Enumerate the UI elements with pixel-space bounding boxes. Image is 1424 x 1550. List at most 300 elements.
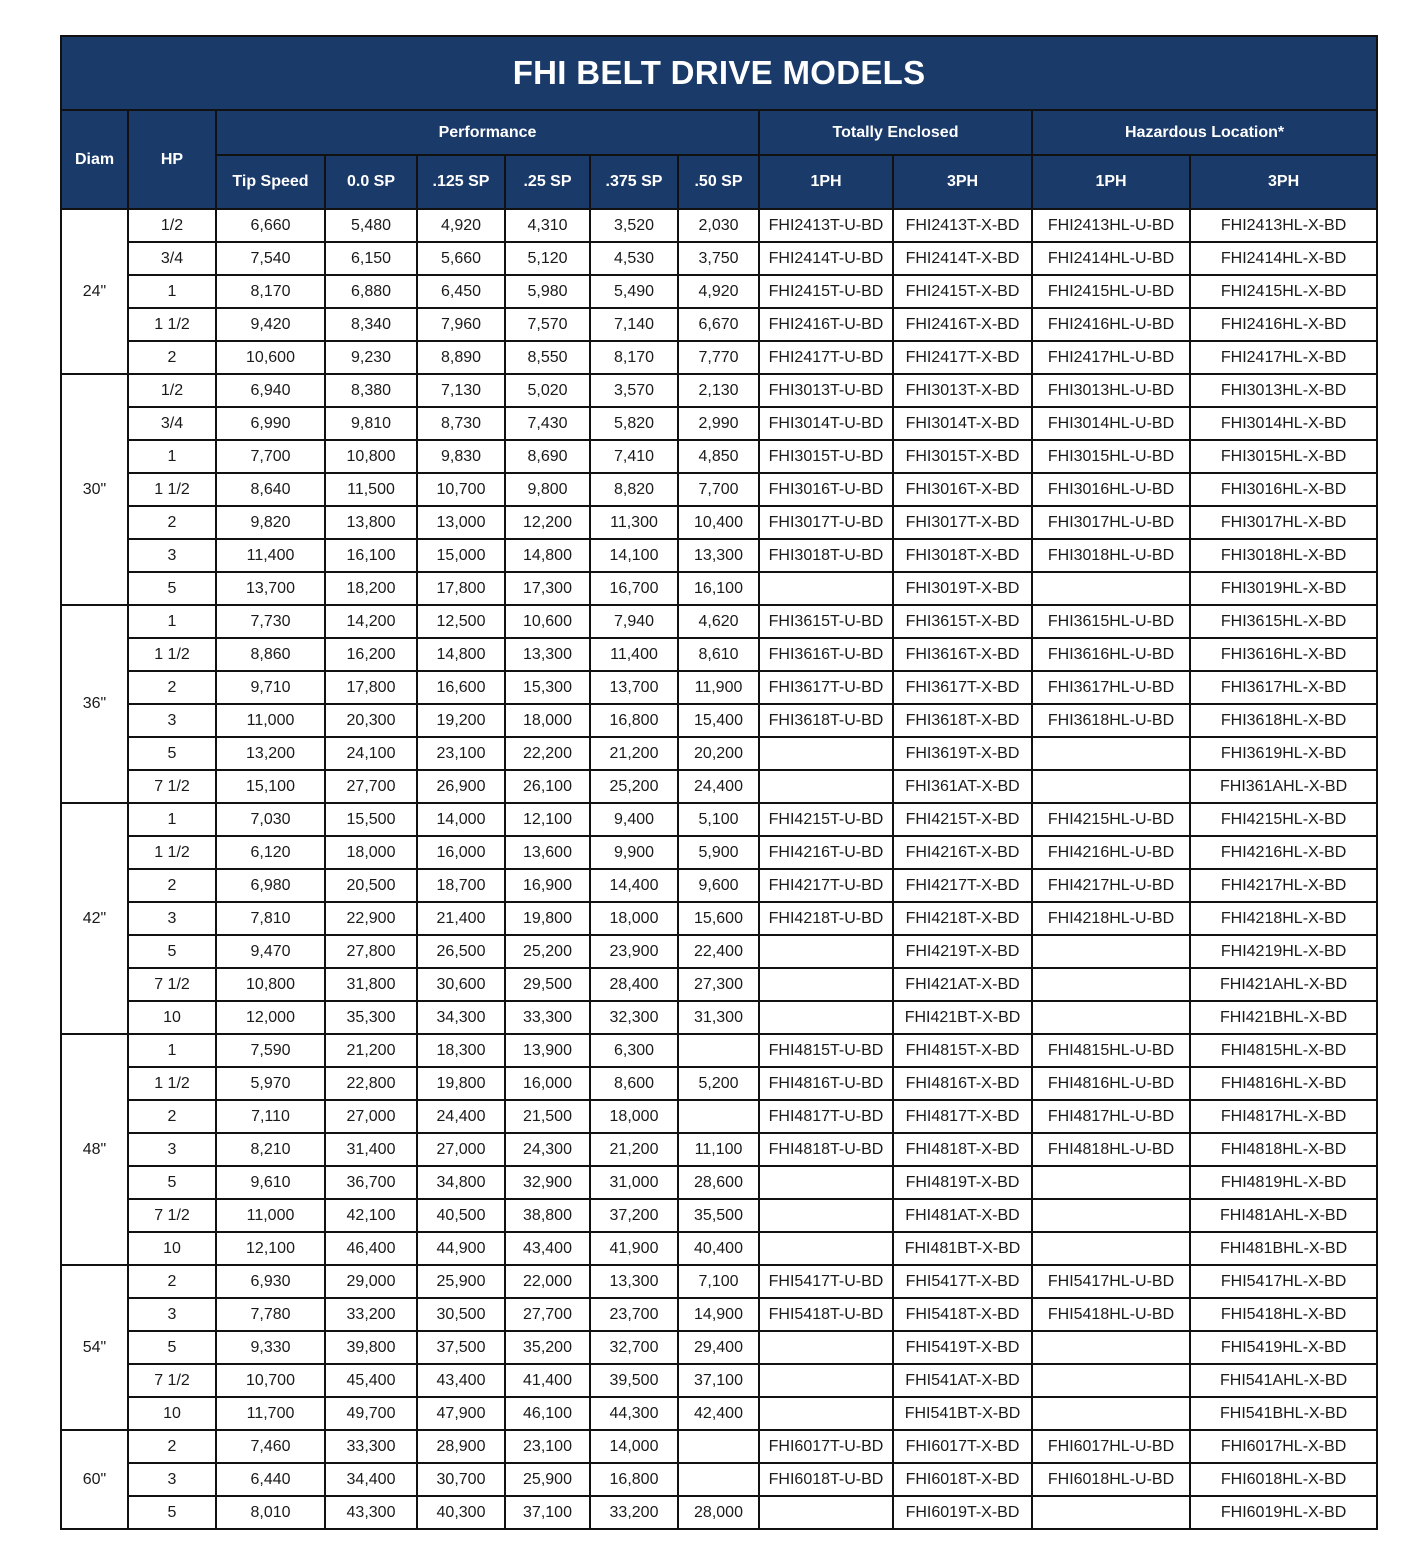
sp-375-cell: 13,300: [590, 1265, 678, 1298]
sp-375-cell: 33,200: [590, 1496, 678, 1529]
hz-1ph-model-cell: [1032, 1199, 1190, 1232]
sp-125-cell: 25,900: [417, 1265, 505, 1298]
sp-50-cell: [678, 1430, 759, 1463]
hp-cell: 3: [128, 1133, 216, 1166]
hz-3ph-model-cell: FHI2416HL-X-BD: [1190, 308, 1377, 341]
te-1ph-model-cell: FHI5418T-U-BD: [759, 1298, 893, 1331]
hp-cell: 1 1/2: [128, 308, 216, 341]
te-3ph-model-cell: FHI3016T-X-BD: [893, 473, 1032, 506]
sp-125-cell: 26,500: [417, 935, 505, 968]
hz-1ph-model-cell: FHI5418HL-U-BD: [1032, 1298, 1190, 1331]
hz-1ph-model-cell: FHI5417HL-U-BD: [1032, 1265, 1190, 1298]
sp-0-cell: 8,340: [325, 308, 417, 341]
diam-cell: 60": [61, 1430, 128, 1529]
te-1ph-model-cell: FHI6017T-U-BD: [759, 1430, 893, 1463]
te-3ph-model-cell: FHI361AT-X-BD: [893, 770, 1032, 803]
hp-cell: 7 1/2: [128, 770, 216, 803]
sp-0-cell: 16,200: [325, 638, 417, 671]
sp-125-cell: 19,200: [417, 704, 505, 737]
table-row: [61, 935, 1377, 968]
te-1ph-model-cell: FHI3617T-U-BD: [759, 671, 893, 704]
te-3ph-model-cell: FHI3619T-X-BD: [893, 737, 1032, 770]
hz-3ph-model-cell: FHI3619HL-X-BD: [1190, 737, 1377, 770]
table-row: [61, 209, 1377, 242]
table-row: [61, 275, 1377, 308]
sp-25-cell: 33,300: [505, 1001, 590, 1034]
sp-375-cell: 11,400: [590, 638, 678, 671]
sp-50-cell: 9,600: [678, 869, 759, 902]
sp-0-cell: 29,000: [325, 1265, 417, 1298]
sp-0-cell: 39,800: [325, 1331, 417, 1364]
tip-speed-cell: 11,000: [216, 1199, 325, 1232]
diam-cell: 24": [61, 209, 128, 374]
hp-cell: 2: [128, 1100, 216, 1133]
sp-25-cell: 21,500: [505, 1100, 590, 1133]
sp-375-cell: 16,700: [590, 572, 678, 605]
te-1ph-model-cell: [759, 572, 893, 605]
table-row: [61, 341, 1377, 374]
sp-50-cell: 22,400: [678, 935, 759, 968]
sp-125-cell: 43,400: [417, 1364, 505, 1397]
sp-0-cell: 27,000: [325, 1100, 417, 1133]
sp-375-cell: 16,800: [590, 704, 678, 737]
sp-125-cell: 24,400: [417, 1100, 505, 1133]
tip-speed-cell: 6,940: [216, 374, 325, 407]
hp-cell: 1 1/2: [128, 473, 216, 506]
tip-speed-cell: 12,100: [216, 1232, 325, 1265]
hz-1ph-model-cell: FHI3014HL-U-BD: [1032, 407, 1190, 440]
hz-3ph-model-cell: FHI4818HL-X-BD: [1190, 1133, 1377, 1166]
table-row: [61, 440, 1377, 473]
sp-125-cell: 7,130: [417, 374, 505, 407]
sp-25-cell: 13,300: [505, 638, 590, 671]
header-tip-speed: Tip Speed: [216, 155, 325, 209]
sp-50-cell: 27,300: [678, 968, 759, 1001]
sp-375-cell: 13,700: [590, 671, 678, 704]
tip-speed-cell: 8,640: [216, 473, 325, 506]
hz-1ph-model-cell: [1032, 1331, 1190, 1364]
sp-375-cell: 18,000: [590, 1100, 678, 1133]
hz-3ph-model-cell: FHI3615HL-X-BD: [1190, 605, 1377, 638]
sp-50-cell: 24,400: [678, 770, 759, 803]
sp-0-cell: 24,100: [325, 737, 417, 770]
te-1ph-model-cell: FHI3618T-U-BD: [759, 704, 893, 737]
table-row: [61, 902, 1377, 935]
te-1ph-model-cell: FHI2414T-U-BD: [759, 242, 893, 275]
te-1ph-model-cell: FHI3018T-U-BD: [759, 539, 893, 572]
te-3ph-model-cell: FHI541AT-X-BD: [893, 1364, 1032, 1397]
te-3ph-model-cell: FHI421BT-X-BD: [893, 1001, 1032, 1034]
sp-375-cell: 28,400: [590, 968, 678, 1001]
sp-125-cell: 47,900: [417, 1397, 505, 1430]
table-row: [61, 1496, 1377, 1529]
tip-speed-cell: 10,800: [216, 968, 325, 1001]
sp-375-cell: 41,900: [590, 1232, 678, 1265]
hz-1ph-model-cell: FHI4215HL-U-BD: [1032, 803, 1190, 836]
sp-25-cell: 22,200: [505, 737, 590, 770]
sp-125-cell: 7,960: [417, 308, 505, 341]
sp-375-cell: 39,500: [590, 1364, 678, 1397]
table-row: [61, 1067, 1377, 1100]
hz-1ph-model-cell: [1032, 770, 1190, 803]
sp-25-cell: 5,020: [505, 374, 590, 407]
sp-0-cell: 21,200: [325, 1034, 417, 1067]
table-title: FHI BELT DRIVE MODELS: [61, 36, 1377, 110]
hz-1ph-model-cell: [1032, 572, 1190, 605]
te-1ph-model-cell: [759, 1331, 893, 1364]
hz-3ph-model-cell: FHI6017HL-X-BD: [1190, 1430, 1377, 1463]
hz-3ph-model-cell: FHI541BHL-X-BD: [1190, 1397, 1377, 1430]
sp-375-cell: 14,000: [590, 1430, 678, 1463]
te-3ph-model-cell: FHI4215T-X-BD: [893, 803, 1032, 836]
table-row: [61, 968, 1377, 1001]
sp-25-cell: 25,200: [505, 935, 590, 968]
hz-3ph-model-cell: FHI5417HL-X-BD: [1190, 1265, 1377, 1298]
sp-25-cell: 38,800: [505, 1199, 590, 1232]
sp-50-cell: 29,400: [678, 1331, 759, 1364]
te-3ph-model-cell: FHI4816T-X-BD: [893, 1067, 1032, 1100]
sp-375-cell: 8,170: [590, 341, 678, 374]
tip-speed-cell: 9,420: [216, 308, 325, 341]
sp-375-cell: 21,200: [590, 737, 678, 770]
hz-3ph-model-cell: FHI6019HL-X-BD: [1190, 1496, 1377, 1529]
sp-50-cell: 42,400: [678, 1397, 759, 1430]
te-3ph-model-cell: FHI3013T-X-BD: [893, 374, 1032, 407]
sp-375-cell: 5,820: [590, 407, 678, 440]
sp-125-cell: 27,000: [417, 1133, 505, 1166]
sp-25-cell: 5,120: [505, 242, 590, 275]
sp-125-cell: 26,900: [417, 770, 505, 803]
sp-0-cell: 16,100: [325, 539, 417, 572]
sp-50-cell: 2,990: [678, 407, 759, 440]
tip-speed-cell: 9,470: [216, 935, 325, 968]
hz-1ph-model-cell: FHI2413HL-U-BD: [1032, 209, 1190, 242]
sp-375-cell: 6,300: [590, 1034, 678, 1067]
sp-0-cell: 43,300: [325, 1496, 417, 1529]
hp-cell: 10: [128, 1232, 216, 1265]
hz-3ph-model-cell: FHI2415HL-X-BD: [1190, 275, 1377, 308]
sp-0-cell: 49,700: [325, 1397, 417, 1430]
table-row: [61, 1232, 1377, 1265]
sp-25-cell: 22,000: [505, 1265, 590, 1298]
hz-1ph-model-cell: FHI4817HL-U-BD: [1032, 1100, 1190, 1133]
te-1ph-model-cell: [759, 737, 893, 770]
sp-375-cell: 32,700: [590, 1331, 678, 1364]
sp-125-cell: 16,000: [417, 836, 505, 869]
hz-1ph-model-cell: [1032, 1496, 1190, 1529]
tip-speed-cell: 7,780: [216, 1298, 325, 1331]
sp-0-cell: 18,200: [325, 572, 417, 605]
tip-speed-cell: 6,990: [216, 407, 325, 440]
te-1ph-model-cell: [759, 1364, 893, 1397]
sp-50-cell: 14,900: [678, 1298, 759, 1331]
table-row: [61, 1034, 1377, 1067]
hz-1ph-model-cell: FHI3015HL-U-BD: [1032, 440, 1190, 473]
hz-3ph-model-cell: FHI3017HL-X-BD: [1190, 506, 1377, 539]
sp-0-cell: 8,380: [325, 374, 417, 407]
tip-speed-cell: 6,660: [216, 209, 325, 242]
sp-0-cell: 27,700: [325, 770, 417, 803]
hz-1ph-model-cell: FHI2415HL-U-BD: [1032, 275, 1190, 308]
sp-375-cell: 9,900: [590, 836, 678, 869]
hz-1ph-model-cell: FHI3018HL-U-BD: [1032, 539, 1190, 572]
tip-speed-cell: 6,930: [216, 1265, 325, 1298]
sp-50-cell: 7,100: [678, 1265, 759, 1298]
sp-125-cell: 28,900: [417, 1430, 505, 1463]
hp-cell: 10: [128, 1001, 216, 1034]
sp-50-cell: 15,400: [678, 704, 759, 737]
te-3ph-model-cell: FHI4219T-X-BD: [893, 935, 1032, 968]
te-3ph-model-cell: FHI3017T-X-BD: [893, 506, 1032, 539]
tip-speed-cell: 11,700: [216, 1397, 325, 1430]
tip-speed-cell: 6,120: [216, 836, 325, 869]
tip-speed-cell: 8,170: [216, 275, 325, 308]
hz-1ph-model-cell: FHI3617HL-U-BD: [1032, 671, 1190, 704]
hp-cell: 5: [128, 737, 216, 770]
sp-375-cell: 21,200: [590, 1133, 678, 1166]
sp-0-cell: 9,810: [325, 407, 417, 440]
table-row: [61, 374, 1377, 407]
hp-cell: 3: [128, 1298, 216, 1331]
te-3ph-model-cell: FHI2413T-X-BD: [893, 209, 1032, 242]
hp-cell: 1: [128, 803, 216, 836]
hz-3ph-model-cell: FHI3616HL-X-BD: [1190, 638, 1377, 671]
hz-3ph-model-cell: FHI4819HL-X-BD: [1190, 1166, 1377, 1199]
hz-1ph-model-cell: FHI4815HL-U-BD: [1032, 1034, 1190, 1067]
sp-375-cell: 7,140: [590, 308, 678, 341]
sp-50-cell: 28,600: [678, 1166, 759, 1199]
sp-0-cell: 6,150: [325, 242, 417, 275]
hz-1ph-model-cell: [1032, 935, 1190, 968]
sp-0-cell: 20,500: [325, 869, 417, 902]
sp-0-cell: 10,800: [325, 440, 417, 473]
sp-0-cell: 20,300: [325, 704, 417, 737]
te-1ph-model-cell: FHI3017T-U-BD: [759, 506, 893, 539]
hp-cell: 2: [128, 1265, 216, 1298]
table-row: [61, 1199, 1377, 1232]
table-row: [61, 869, 1377, 902]
hz-3ph-model-cell: FHI361AHL-X-BD: [1190, 770, 1377, 803]
hp-cell: 1/2: [128, 209, 216, 242]
sp-50-cell: [678, 1034, 759, 1067]
sp-0-cell: 33,300: [325, 1430, 417, 1463]
sp-25-cell: 17,300: [505, 572, 590, 605]
sp-50-cell: 10,400: [678, 506, 759, 539]
models-table-container: [60, 35, 1376, 1530]
table-row: [61, 308, 1377, 341]
tip-speed-cell: 15,100: [216, 770, 325, 803]
sp-125-cell: 21,400: [417, 902, 505, 935]
sp-25-cell: 8,550: [505, 341, 590, 374]
table-row: [61, 1265, 1377, 1298]
te-3ph-model-cell: FHI6019T-X-BD: [893, 1496, 1032, 1529]
hz-3ph-model-cell: FHI4215HL-X-BD: [1190, 803, 1377, 836]
hz-3ph-model-cell: FHI3015HL-X-BD: [1190, 440, 1377, 473]
sp-0-cell: 22,900: [325, 902, 417, 935]
sp-375-cell: 14,100: [590, 539, 678, 572]
tip-speed-cell: 10,600: [216, 341, 325, 374]
hz-1ph-model-cell: FHI6017HL-U-BD: [1032, 1430, 1190, 1463]
hz-1ph-model-cell: [1032, 968, 1190, 1001]
table-row: [61, 506, 1377, 539]
sp-50-cell: 13,300: [678, 539, 759, 572]
hz-1ph-model-cell: FHI2414HL-U-BD: [1032, 242, 1190, 275]
belt-drive-models-table: [60, 35, 1378, 1530]
sp-125-cell: 12,500: [417, 605, 505, 638]
sp-25-cell: 46,100: [505, 1397, 590, 1430]
diam-cell: 54": [61, 1265, 128, 1430]
sp-50-cell: 16,100: [678, 572, 759, 605]
hp-cell: 1: [128, 275, 216, 308]
te-3ph-model-cell: FHI6018T-X-BD: [893, 1463, 1032, 1496]
hp-cell: 1: [128, 1034, 216, 1067]
te-1ph-model-cell: [759, 1199, 893, 1232]
table-row: [61, 671, 1377, 704]
sp-50-cell: 4,620: [678, 605, 759, 638]
sp-50-cell: 37,100: [678, 1364, 759, 1397]
hp-cell: 3: [128, 902, 216, 935]
sp-125-cell: 5,660: [417, 242, 505, 275]
hp-cell: 2: [128, 869, 216, 902]
diam-cell: 36": [61, 605, 128, 803]
te-1ph-model-cell: [759, 1397, 893, 1430]
sp-125-cell: 34,300: [417, 1001, 505, 1034]
te-1ph-model-cell: FHI4215T-U-BD: [759, 803, 893, 836]
sp-125-cell: 10,700: [417, 473, 505, 506]
hz-3ph-model-cell: FHI541AHL-X-BD: [1190, 1364, 1377, 1397]
sp-125-cell: 14,800: [417, 638, 505, 671]
sp-0-cell: 22,800: [325, 1067, 417, 1100]
hp-cell: 1 1/2: [128, 638, 216, 671]
table-row: [61, 737, 1377, 770]
hz-3ph-model-cell: FHI3014HL-X-BD: [1190, 407, 1377, 440]
sp-25-cell: 13,600: [505, 836, 590, 869]
hz-1ph-model-cell: FHI3016HL-U-BD: [1032, 473, 1190, 506]
sp-25-cell: 43,400: [505, 1232, 590, 1265]
sp-125-cell: 8,890: [417, 341, 505, 374]
sp-50-cell: 7,700: [678, 473, 759, 506]
sp-50-cell: 5,900: [678, 836, 759, 869]
table-row: [61, 1166, 1377, 1199]
sp-0-cell: 18,000: [325, 836, 417, 869]
te-1ph-model-cell: [759, 935, 893, 968]
tip-speed-cell: 7,540: [216, 242, 325, 275]
header-sp-25: .25 SP: [505, 155, 590, 209]
sp-25-cell: 12,200: [505, 506, 590, 539]
table-row: [61, 473, 1377, 506]
te-3ph-model-cell: FHI2416T-X-BD: [893, 308, 1032, 341]
tip-speed-cell: 12,000: [216, 1001, 325, 1034]
hz-1ph-model-cell: FHI3017HL-U-BD: [1032, 506, 1190, 539]
sp-375-cell: 32,300: [590, 1001, 678, 1034]
sp-50-cell: 5,200: [678, 1067, 759, 1100]
sp-125-cell: 44,900: [417, 1232, 505, 1265]
hz-1ph-model-cell: [1032, 1397, 1190, 1430]
table-body: [61, 209, 1377, 1529]
sp-25-cell: 41,400: [505, 1364, 590, 1397]
sp-0-cell: 27,800: [325, 935, 417, 968]
sp-125-cell: 16,600: [417, 671, 505, 704]
te-3ph-model-cell: FHI3014T-X-BD: [893, 407, 1032, 440]
hz-3ph-model-cell: FHI4217HL-X-BD: [1190, 869, 1377, 902]
tip-speed-cell: 7,110: [216, 1100, 325, 1133]
sp-0-cell: 46,400: [325, 1232, 417, 1265]
sp-50-cell: 31,300: [678, 1001, 759, 1034]
hz-1ph-model-cell: FHI3616HL-U-BD: [1032, 638, 1190, 671]
te-1ph-model-cell: FHI5417T-U-BD: [759, 1265, 893, 1298]
te-3ph-model-cell: FHI3616T-X-BD: [893, 638, 1032, 671]
te-3ph-model-cell: FHI421AT-X-BD: [893, 968, 1032, 1001]
hz-1ph-model-cell: FHI3618HL-U-BD: [1032, 704, 1190, 737]
hp-cell: 5: [128, 935, 216, 968]
tip-speed-cell: 8,210: [216, 1133, 325, 1166]
table-row: [61, 1397, 1377, 1430]
te-1ph-model-cell: FHI3013T-U-BD: [759, 374, 893, 407]
sp-25-cell: 16,000: [505, 1067, 590, 1100]
header-sp-50: .50 SP: [678, 155, 759, 209]
sp-50-cell: 40,400: [678, 1232, 759, 1265]
te-3ph-model-cell: FHI2417T-X-BD: [893, 341, 1032, 374]
te-3ph-model-cell: FHI541BT-X-BD: [893, 1397, 1032, 1430]
tip-speed-cell: 9,610: [216, 1166, 325, 1199]
tip-speed-cell: 7,590: [216, 1034, 325, 1067]
te-1ph-model-cell: FHI3014T-U-BD: [759, 407, 893, 440]
hz-1ph-model-cell: FHI3615HL-U-BD: [1032, 605, 1190, 638]
sp-25-cell: 7,570: [505, 308, 590, 341]
hp-cell: 3: [128, 1463, 216, 1496]
sp-0-cell: 36,700: [325, 1166, 417, 1199]
hz-3ph-model-cell: FHI6018HL-X-BD: [1190, 1463, 1377, 1496]
sp-25-cell: 14,800: [505, 539, 590, 572]
hz-3ph-model-cell: FHI4816HL-X-BD: [1190, 1067, 1377, 1100]
header-hp: HP: [128, 110, 216, 209]
te-1ph-model-cell: FHI3615T-U-BD: [759, 605, 893, 638]
tip-speed-cell: 7,700: [216, 440, 325, 473]
sp-125-cell: 40,500: [417, 1199, 505, 1232]
hz-1ph-model-cell: FHI4218HL-U-BD: [1032, 902, 1190, 935]
te-1ph-model-cell: FHI4818T-U-BD: [759, 1133, 893, 1166]
tip-speed-cell: 13,200: [216, 737, 325, 770]
hp-cell: 7 1/2: [128, 968, 216, 1001]
sp-25-cell: 25,900: [505, 1463, 590, 1496]
sp-375-cell: 44,300: [590, 1397, 678, 1430]
table-row: [61, 770, 1377, 803]
sp-125-cell: 30,700: [417, 1463, 505, 1496]
sp-0-cell: 14,200: [325, 605, 417, 638]
hp-cell: 7 1/2: [128, 1364, 216, 1397]
hz-3ph-model-cell: FHI4219HL-X-BD: [1190, 935, 1377, 968]
sp-375-cell: 7,940: [590, 605, 678, 638]
te-3ph-model-cell: FHI481BT-X-BD: [893, 1232, 1032, 1265]
table-row: [61, 407, 1377, 440]
tip-speed-cell: 6,440: [216, 1463, 325, 1496]
hp-cell: 1: [128, 440, 216, 473]
sp-50-cell: [678, 1100, 759, 1133]
table-row: [61, 1331, 1377, 1364]
hz-1ph-model-cell: FHI4816HL-U-BD: [1032, 1067, 1190, 1100]
sp-125-cell: 18,300: [417, 1034, 505, 1067]
hz-3ph-model-cell: FHI3618HL-X-BD: [1190, 704, 1377, 737]
te-3ph-model-cell: FHI3015T-X-BD: [893, 440, 1032, 473]
table-row: [61, 605, 1377, 638]
table-row: [61, 1298, 1377, 1331]
hp-cell: 1: [128, 605, 216, 638]
te-1ph-model-cell: FHI2415T-U-BD: [759, 275, 893, 308]
te-1ph-model-cell: FHI6018T-U-BD: [759, 1463, 893, 1496]
hp-cell: 5: [128, 1496, 216, 1529]
hz-1ph-model-cell: [1032, 1001, 1190, 1034]
te-1ph-model-cell: [759, 1232, 893, 1265]
